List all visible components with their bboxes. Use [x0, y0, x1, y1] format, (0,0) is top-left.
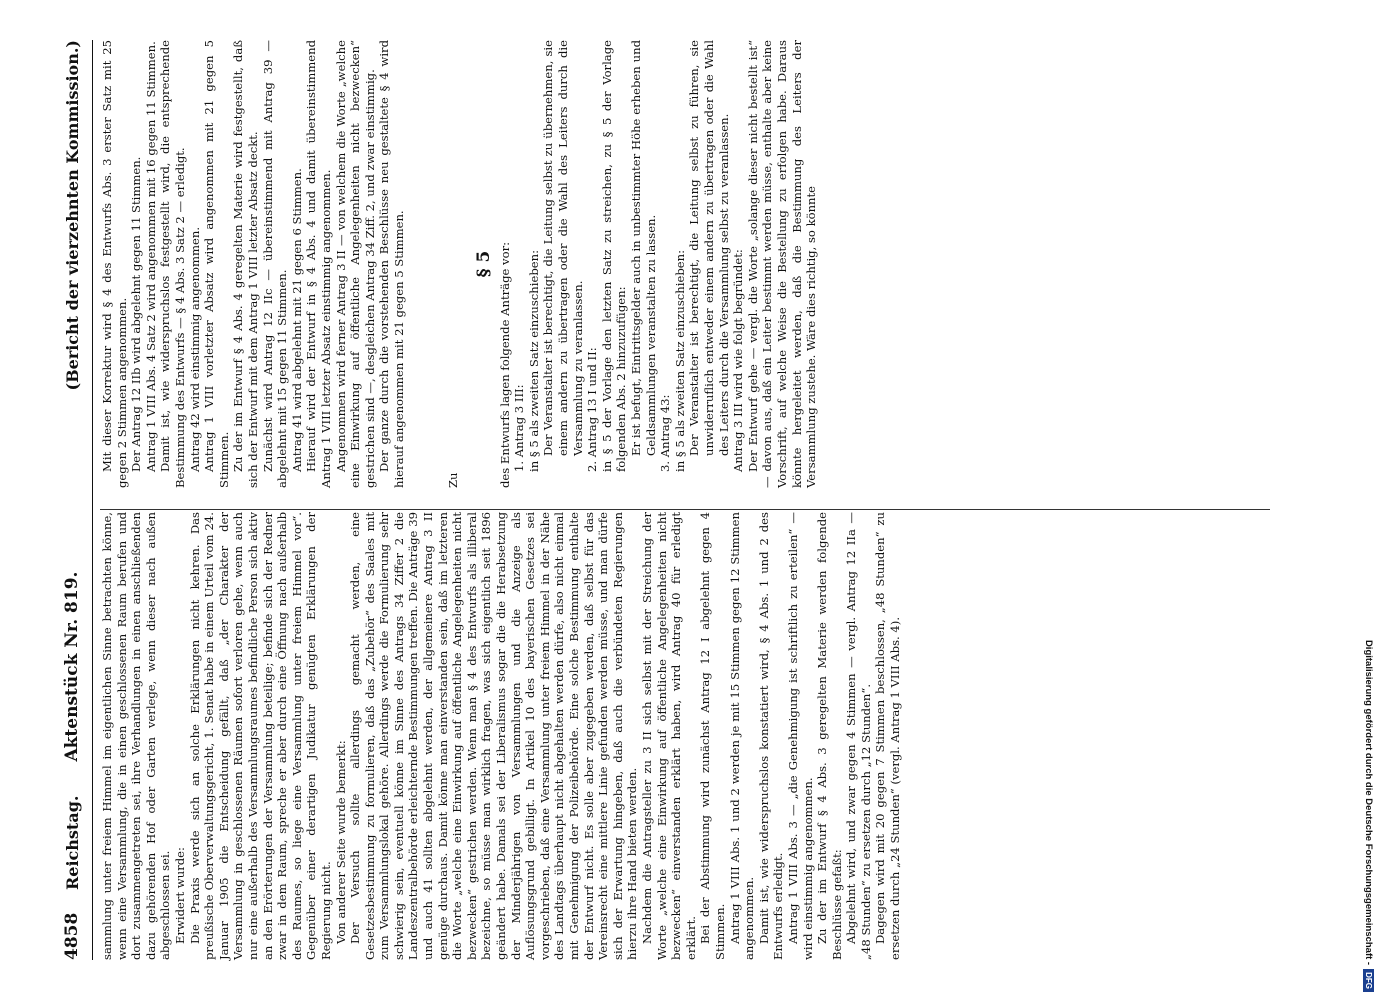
paragraph: Der Versuch sollte allerdings gemacht werden, eine Gesetzesbestimmung zu formulieren, daß das „Zubehör“ des Saales mit zum Versammlungslokal gehöre. Allerdings werde die Formulierung sehr schwierig sein, eventuell könne im Sinne des Antrags 34 Ziffer 2 die Landeszentralbehörde erleichternde Bestimmungen treffen. Die Anträge 39 und auch 41 sollten abgelehnt werden, der allgemeinere Antrag 3 II genüge durchaus. Damit könne man einverstanden sein, daß im letzteren die Worte „welche eine Einwirkung auf öffentliche Angelegenheiten nicht bezwecken“ gestrichen werden. Wenn man § 4 des Entwurfs als illiberal bezeichne, so müsse man wirklich fragen, was sich eigentlich seit 1896 geändert habe. Damals sei der Liberalismus sogar die die Herabsetzung der Minderjährigen von Versammlungen und die Anzeige als Auflösungsgrund gebilligt. In Artikel 10 des bayerischen Gesetzes sei vorgeschrieben, daß eine Versammlung unter freiem Himmel in der Nähe des Landtags überhaupt nicht abgehalten werden dürfe, also nicht einmal mit Genehmigung der Polizeibehörde. Eine solche Bestimmung enthalte der Entwurf nicht. Es solle aber zugegeben werden, daß selbst für das Vereinsrecht eine mittlere Linie gefunden werden müsse, und man dürfe sich der Erwartung hingeben, daß auch die verbündeten Regierungen hierzu ihre Hand bieten werden. — [348, 512, 640, 960]
paragraph: Zunächst wird Antrag 12 IIc — übereinstimmend mit Antrag 39 — abgelehnt mit 15 gegen 11 Stimmen. — [260, 40, 290, 488]
paragraph: Antrag 3 III wird wie folgt begründet: — [731, 249, 746, 472]
paragraph: Der Antrag 12 IIb wird abgelehnt gegen 11 Stimmen. — [129, 156, 144, 472]
paragraph: in § 5 als zweiten Satz einzuschieben: — [672, 250, 687, 472]
paragraph: Der Veranstalter ist berechtigt, die Leitung selbst zu übernehmen, sie einem andern zu übertragen oder die Wahl des Leiters durch die Versammlung zu veranlassen. — [541, 40, 585, 456]
paragraph: Der Entwurf gehe — vergl. die Worte „solange dieser nicht bestellt ist“ — davon aus, daß ein Leiter bestimmt werden müsse, enthalte aber keine Vorschrift, auf welche Weise die Bestellung zu erfolgen habe. Daraus könnte hergeleitet werden, daß die Bestimmung des Leiters der Versammlung zustehe. Wäre dies richtig, so könnte — [745, 40, 819, 488]
paragraph: des Entwurfs lagen folgende Anträge vor: — [497, 241, 512, 488]
page-header — [52, 40, 93, 960]
paragraph: sammlung unter freiem Himmel im eigentlichen Sinne betrachten könne, wenn eine Versammlung, die in einen geschlossenen Raum berufen und dort zusammengetreten sei, ihre Verhandlungen in einen anschließenden dazu gehörenden Hof oder Garten verlege, wenn dieser nach außen abgeschlossen sei. — [100, 512, 173, 960]
paragraph: Der ganze durch die vorstehenden Beschlüsse neu gestaltete § 4 wird hierauf angenommen mit 21 gegen 5 Stimmen. — [377, 40, 406, 488]
paragraph: Der Veranstalter ist berechtigt, die Leitung selbst zu führen, sie unwiderruflich entweder einem andern zu übertragen oder die Wahl des Leiters durch die Versammlung selbst zu veranlassen. — [687, 40, 731, 456]
paragraph: Zu — [446, 472, 461, 488]
paragraph: Hierauf wird der Entwurf in § 4 Abs. 4 und damit übereinstimmend Antrag 1 VIII letzter Absatz einstimmig angenommen. — [304, 40, 333, 488]
paragraph: Damit ist, wie widerspruchslos festgestellt wird, die entsprechende Bestimmung des Entwurfs — § 4 Abs. 3 Satz 2 — erledigt. — [158, 40, 187, 488]
paragraph: 1. Antrag 3 III: — [512, 384, 527, 472]
paragraph: Antrag 1 VIII Abs. 4 Satz 2 wird angenommen mit 16 gegen 11 Stimmen. — [143, 41, 158, 472]
paragraph: Antrag 42 wird einstimmig angenommen. — [187, 226, 202, 472]
paragraph: Erwidert wurde: — [172, 847, 187, 944]
paragraph: Die Praxis werde sich an solche Erklärungen nicht kehren. Das preußische Oberverwaltungsgericht, 1. Senat habe in einem Urteil vom 24. Januar 1905 die Entscheidung gefällt, daß „der Charakter der Versammlung in geschlossenen Räumen sofort verloren gehe, wenn auch nur eine außerhalb des Versammlungsraumes befindliche Person sich aktiv an den Erörterungen der Versammlung beteilige; befinde sich der Redner zwar in dem Raum, spreche er aber durch eine Öffnung nach außerhalb des Raumes, so liege eine Versammlung unter freiem Himmel vor“. Gegenüber einer derartigen Judikatur genügten Erklärungen der Regierung nicht. — [187, 512, 333, 960]
paragraph: Bei der Abstimmung wird zunächst Antrag 12 I abgelehnt gegen 4 Stimmen. — [698, 512, 727, 960]
paragraph: Er ist befugt, Eintrittsgelder auch in unbestimmter Höhe erheben und Geldsammlungen veranstalten zu lassen. — [629, 40, 658, 456]
dfg-logo: DFG — [1364, 969, 1375, 992]
paragraph: in § 5 der Vorlage den letzten Satz zu streichen, zu § 5 der Vorlage folgenden Abs. 2 hinzuzufügen: — [599, 40, 629, 472]
header-document-number: Aktenstück Nr. 819. — [62, 571, 82, 762]
paragraph: Antrag 41 wird abgelehnt mit 21 gegen 6 Stimmen. — [289, 168, 304, 472]
left-column — [100, 512, 903, 960]
paragraph: Dagegen wird mit 20 gegen 7 Stimmen beschlossen, „48 Stunden“ zu ersetzen durch „24 Stunden“ (vergl. Antrag 1 VIII Abs. 4). — [873, 512, 903, 960]
header-report-title: (Bericht der vierzehnten Kommission.) — [62, 40, 82, 391]
paragraph: Nachdem die Antragsteller zu 3 II sich selbst mit der Streichung der Worte „welche eine Einwirkung auf öffentliche Angelegenheiten nicht bezwecken“ einverstanden erklärt haben, wird Antrag 40 für erledigt erklärt. — [639, 512, 698, 960]
paragraph: 2. Antrag 13 I und II: — [585, 347, 600, 472]
paragraph: 3. Antrag 43: — [658, 394, 673, 472]
paragraph: Angenommen wird ferner Antrag 3 II — von welchem die Worte „welche eine Einwirkung auf öffentliche Angelegenheiten nicht bezwecken“ gestrichen sind —, desgleichen Antrag 34 Ziff. 2, und zwar einstimmig. — [333, 40, 377, 488]
paragraph: Abgelehnt wird, und zwar gegen 4 Stimmen — vergl. Antrag 12 IIa — „48 Stunden“ zu ersetzen durch „12 Stunden“. — [844, 512, 873, 960]
paragraph: Antrag 1 VIII Abs. 3 — „die Genehmigung ist schriftlich zu erteilen“ — wird einstimmig angenommen. — [785, 512, 815, 960]
right-column — [100, 40, 819, 488]
paragraph: Zu der im Entwurf § 4 Abs. 3 geregelten Materie werden folgende Beschlüsse gefaßt: — [815, 512, 844, 960]
paragraph: Mit dieser Korrektur wird § 4 des Entwurfs Abs. 3 erster Satz mit 25 gegen 2 Stimmen angenommen. — [100, 40, 129, 488]
paragraph: Zu der im Entwurf § 4 Abs. 4 geregelten Materie wird festgestellt, daß sich der Entwurf mit dem Antrag 1 VIII letzter Absatz deckt. — [231, 40, 260, 488]
paragraph: in § 5 als zweiten Satz einzuschieben: — [526, 250, 541, 472]
paragraph: Damit ist, wie widerspruchslos konstatiert wird, § 4 Abs. 1 und 2 des Entwurfs erledigt. — [756, 512, 786, 960]
column-divider — [100, 509, 1270, 510]
paragraph: Antrag 1 VIII vorletzter Absatz wird angenommen mit 21 gegen 5 Stimmen. — [202, 40, 231, 488]
header-reichstag: Reichstag. — [62, 795, 82, 890]
paragraph: Antrag 1 VIII Abs. 1 und 2 werden je mit 15 Stimmen gegen 12 Stimmen angenommen. — [727, 512, 757, 960]
paragraph: Von anderer Seite wurde bemerkt: — [333, 740, 348, 944]
page-number: 4858 — [62, 912, 82, 960]
section-heading: § 5 — [474, 250, 495, 278]
credit-text: Digitalisierung gefördert durch die Deutsche Forschungsgemeinschaft - — [1363, 639, 1375, 966]
